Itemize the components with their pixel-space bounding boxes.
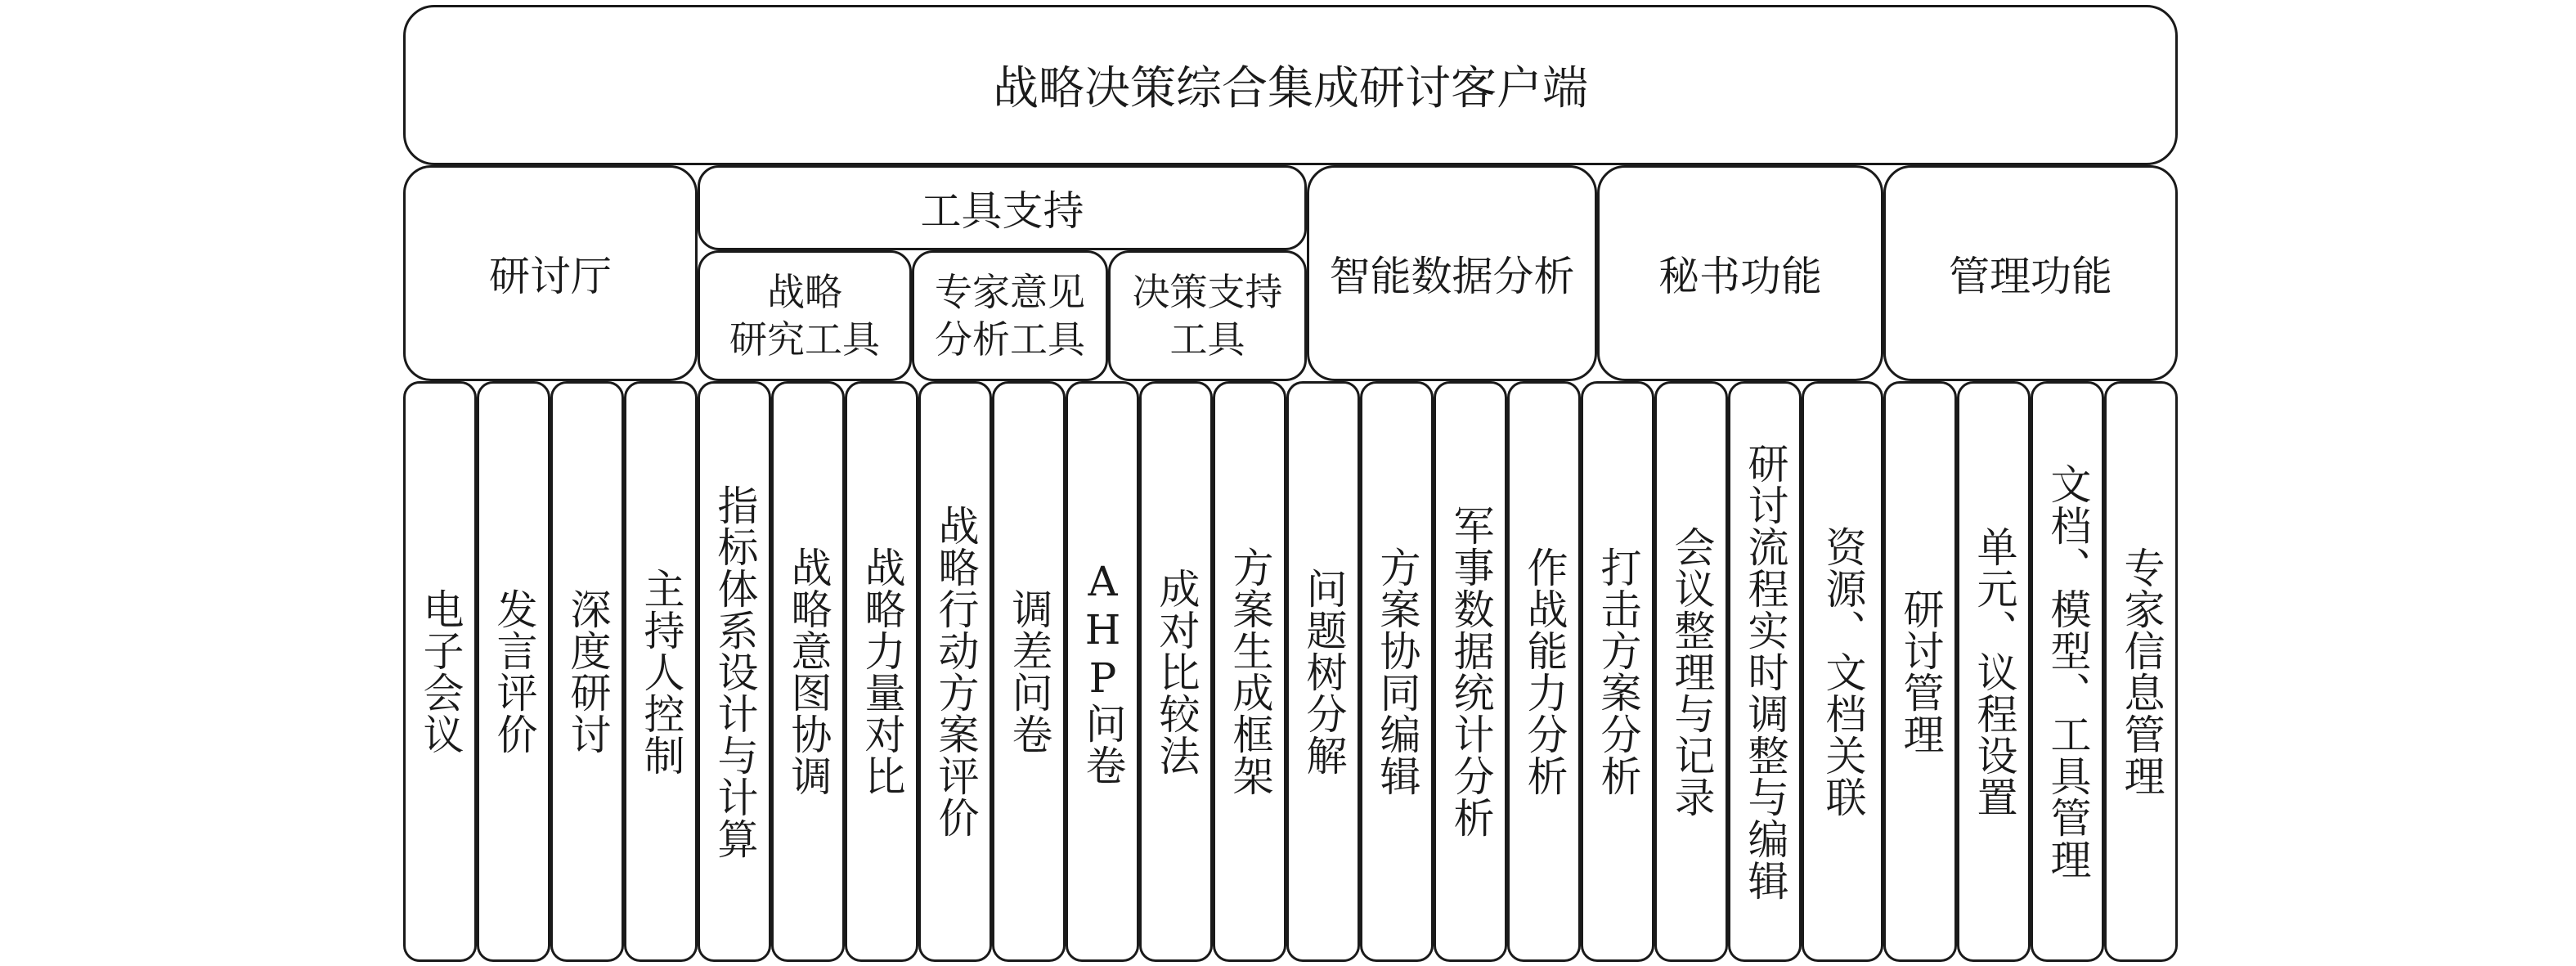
leaf-indicator-design xyxy=(698,381,771,962)
leaf-label: 电子会议 xyxy=(416,588,464,755)
leaf-speech-evaluation xyxy=(477,381,550,962)
category-hall xyxy=(403,165,698,381)
leaf-strike-plan-analysis xyxy=(1581,381,1654,962)
leaf-label: 发言评价 xyxy=(490,588,538,755)
leaf-label: 问题树分解 xyxy=(1299,567,1348,776)
leaf-plan-co-editing xyxy=(1360,381,1434,962)
leaf-combat-capability xyxy=(1507,381,1581,962)
category-management xyxy=(1883,165,2178,381)
leaf-label: 作战能力分析 xyxy=(1520,546,1568,797)
category-tools-label: 工具支持 xyxy=(920,187,1084,235)
leaf-label: 成对比较法 xyxy=(1152,567,1200,776)
leaf-label: 调差问卷 xyxy=(1005,588,1053,755)
leaf-agenda-setup xyxy=(1957,381,2031,962)
leaf-workflow-adjustment xyxy=(1728,381,1802,962)
leaf-problem-tree xyxy=(1286,381,1360,962)
tool-group-expert-label: 专家意见 分析工具 xyxy=(935,270,1085,362)
leaf-label: 文档、模型、工具管理 xyxy=(2044,463,2092,880)
leaf-ahp-questionnaire xyxy=(1066,381,1139,962)
category-smart-analysis xyxy=(1307,165,1597,381)
client-title-text: 战略决策综合集成研讨客户端 xyxy=(993,62,1588,115)
leaf-label: 军事数据统计分析 xyxy=(1447,505,1495,838)
leaf-label: 战略力量对比 xyxy=(858,546,906,797)
tool-group-decision xyxy=(1108,250,1307,381)
category-secretary-label: 秘书功能 xyxy=(1658,253,1822,300)
leaf-label: 研讨管理 xyxy=(1896,588,1945,755)
leaf-label: 指标体系设计与计算 xyxy=(711,483,759,860)
leaf-label: 战略行动方案评价 xyxy=(931,505,980,838)
leaf-label: 单元、议程设置 xyxy=(1970,525,2018,818)
leaf-pairwise-comparison xyxy=(1139,381,1213,962)
category-smart-analysis-label: 智能数据分析 xyxy=(1329,253,1575,300)
leaf-label: 方案协同编辑 xyxy=(1373,546,1421,797)
client-title xyxy=(403,5,2178,165)
leaf-host-control xyxy=(624,381,698,962)
leaf-label: 资源、文档关联 xyxy=(1819,525,1867,818)
leaf-meeting-records xyxy=(1654,381,1728,962)
leaf-label: 主持人控制 xyxy=(637,567,685,776)
tool-group-strategy-label: 战略 研究工具 xyxy=(729,270,880,362)
leaf-label: 深度研讨 xyxy=(563,588,612,755)
leaf-label: 打击方案分析 xyxy=(1594,546,1642,797)
leaf-military-data-statistics xyxy=(1434,381,1507,962)
category-hall-label: 研讨厅 xyxy=(489,253,612,300)
leaf-label: 专家信息管理 xyxy=(2117,546,2165,797)
leaf-label: 研讨流程实时调整与编辑 xyxy=(1741,442,1789,901)
leaf-discussion-management xyxy=(1883,381,1957,962)
category-management-label: 管理功能 xyxy=(1949,253,2112,300)
category-secretary xyxy=(1597,165,1883,381)
leaf-label: 会议整理与记录 xyxy=(1667,525,1716,818)
leaf-electronic-meeting xyxy=(403,381,477,962)
leaf-label: 方案生成框架 xyxy=(1226,546,1274,797)
tool-group-strategy xyxy=(698,250,912,381)
leaf-resource-linking xyxy=(1802,381,1883,962)
leaf-label: AHP问卷 xyxy=(1079,557,1127,786)
leaf-deep-discussion xyxy=(550,381,624,962)
leaf-label: 战略意图协调 xyxy=(784,546,832,797)
leaf-plan-generation-framework xyxy=(1213,381,1286,962)
tool-group-expert xyxy=(912,250,1108,381)
leaf-document-model-tool-management xyxy=(2031,381,2104,962)
leaf-expert-info-management xyxy=(2104,381,2178,962)
leaf-force-comparison xyxy=(845,381,918,962)
leaf-survey-questionnaire xyxy=(992,381,1066,962)
leaf-action-plan-evaluation xyxy=(918,381,992,962)
tool-group-decision-label: 决策支持 工具 xyxy=(1132,270,1283,362)
leaf-strategic-intent xyxy=(771,381,845,962)
category-tools xyxy=(698,165,1307,250)
